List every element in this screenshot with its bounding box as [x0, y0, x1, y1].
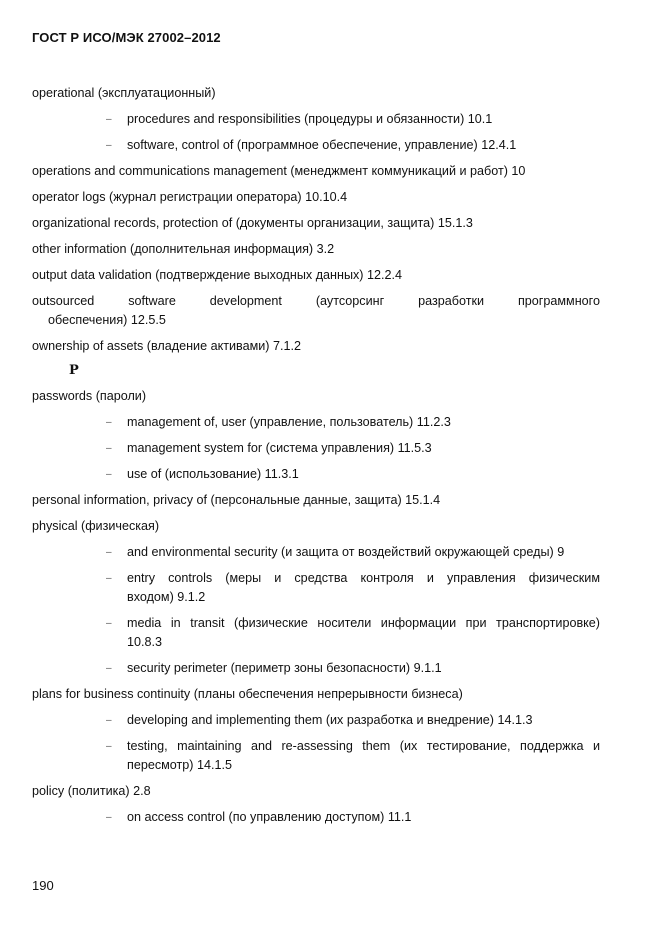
- dash-marker: –: [106, 140, 112, 151]
- index-entry: organizational records, protection of (документы организации, защита) 15.1.3: [32, 216, 473, 230]
- index-entry-continuation: обеспечения) 12.5.5: [48, 313, 166, 327]
- index-entry: operations and communications management (менеджмент коммуникаций и работ) 10: [32, 164, 526, 178]
- dash-marker: –: [106, 417, 112, 428]
- subentry-text: developing and implementing them (их разработка и внедрение) 14.1.3: [127, 713, 533, 727]
- index-subentry: [32, 614, 600, 633]
- dash-marker: –: [106, 715, 112, 726]
- page-number: 190: [32, 878, 54, 893]
- section-letter: P: [69, 363, 79, 378]
- subentry-text: procedures and responsibilities (процедуры и обязанности) 10.1: [127, 112, 493, 126]
- subentry-text: media in transit (физические носители информации при транспортировке): [127, 616, 600, 630]
- index-subentry: [32, 808, 600, 827]
- subentry-text: testing, maintaining and re-assessing them (их тестирование, поддержка и: [127, 739, 600, 753]
- index-subentry-continuation: 10.8.3: [127, 635, 163, 649]
- index-subentry: [32, 136, 600, 155]
- dash-marker: –: [106, 812, 112, 823]
- index-entry: outsourced software development (аутсорсинг разработки программного: [32, 294, 600, 308]
- subentry-text: use of (использование) 11.3.1: [127, 467, 299, 481]
- index-entry: physical (физическая): [32, 519, 160, 533]
- subentry-text: on access control (по управлению доступом) 11.1: [127, 810, 412, 824]
- dash-marker: –: [106, 114, 112, 125]
- subentry-text: management of, user (управление, пользователь) 11.2.3: [127, 415, 451, 429]
- index-entry: ownership of assets (владение активами) 7.1.2: [32, 339, 302, 353]
- index-entry: output data validation (подтверждение выходных данных) 12.2.4: [32, 268, 403, 282]
- index-subentry-continuation: пересмотр) 14.1.5: [127, 758, 232, 772]
- subentry-text: security perimeter (периметр зоны безопасности) 9.1.1: [127, 661, 442, 675]
- dash-marker: –: [106, 469, 112, 480]
- index-list: [32, 84, 600, 834]
- subentry-text: management system for (система управления) 11.5.3: [127, 441, 432, 455]
- index-subentry: [32, 711, 600, 730]
- index-entry: operational (эксплуатационный): [32, 86, 216, 100]
- subentry-text: software, control of (программное обеспечение, управление) 12.4.1: [127, 138, 517, 152]
- index-subentry: [32, 569, 600, 588]
- dash-marker: –: [106, 573, 112, 584]
- index-entry: plans for business continuity (планы обеспечения непрерывности бизнеса): [32, 687, 463, 701]
- dash-marker: –: [106, 663, 112, 674]
- index-subentry: [32, 439, 600, 458]
- index-subentry: [32, 110, 600, 129]
- dash-marker: –: [106, 741, 112, 752]
- index-subentry-continuation: входом) 9.1.2: [127, 590, 206, 604]
- index-subentry: [32, 465, 600, 484]
- index-subentry: [32, 737, 600, 756]
- dash-marker: –: [106, 547, 112, 558]
- document-header: ГОСТ Р ИСО/МЭК 27002–2012: [32, 30, 221, 45]
- index-subentry: [32, 413, 600, 432]
- index-subentry: [32, 659, 600, 678]
- dash-marker: –: [106, 618, 112, 629]
- index-subentry: [32, 543, 600, 562]
- index-entry: policy (политика) 2.8: [32, 784, 151, 798]
- subentry-text: and environmental security (и защита от воздействий окружающей среды) 9: [127, 545, 565, 559]
- index-entry: operator logs (журнал регистрации оператора) 10.10.4: [32, 190, 348, 204]
- index-entry: personal information, privacy of (персональные данные, защита) 15.1.4: [32, 493, 441, 507]
- index-entry: other information (дополнительная информация) 3.2: [32, 242, 335, 256]
- subentry-text: entry controls (меры и средства контроля и управления физическим: [127, 571, 600, 585]
- dash-marker: –: [106, 443, 112, 454]
- index-entry: passwords (пароли): [32, 389, 147, 403]
